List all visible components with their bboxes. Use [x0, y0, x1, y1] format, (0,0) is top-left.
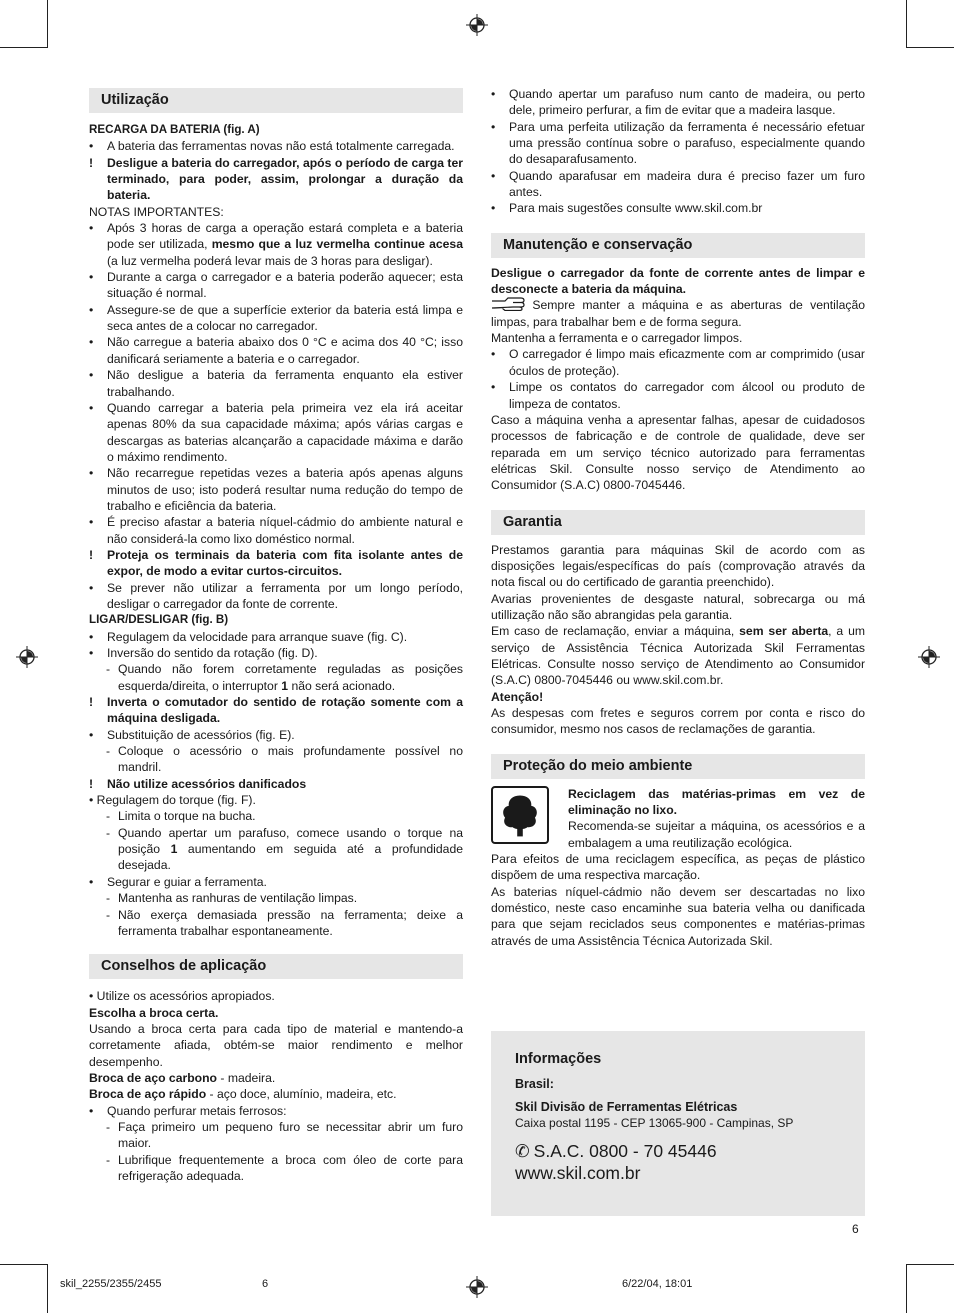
crop-mark [906, 1264, 907, 1313]
list-item: • O carregador é limpo mais eficazmente com ar comprimido (usar óculos de proteção). [491, 347, 865, 378]
list-item: • A bateria das ferramentas novas não está totalmente carregada. [89, 139, 455, 154]
paragraph: Recomenda-se sujeitar a máquina, os acessórios e a embalagem a uma reutilização ecológica. [568, 819, 865, 850]
tree-recycling-icon [491, 786, 549, 844]
page-number: 6 [852, 1222, 859, 1236]
list-item: • Substituição de acessórios (fig. E). [89, 727, 295, 742]
sub-list-item: - Quando apertar um parafuso, comece usando o torque na posição 1 aumentando em seguida até a profundidade desejada. [106, 825, 463, 873]
list-item: • Assegure-se de que a superfície exterior da bateria está limpa e seca antes de a colocar no carregador. [89, 302, 463, 334]
list-item: • Segurar e guiar a ferramenta. [89, 874, 267, 889]
warning-item: ! Inverta o comutador do sentido de rotação somente com a máquina desligada. [89, 695, 463, 726]
warning-item: ! Proteja os terminais da bateria com fita isolante antes de expor, de modo a evitar curtos-circuitos. [89, 547, 463, 579]
section-heading-manutencao: Manutenção e conservação [491, 233, 865, 258]
sac-number: S.A.C. 0800 - 70 45446 [533, 1141, 717, 1161]
paragraph: Atenção! [491, 689, 544, 704]
list-item: • Para mais sugestões consulte www.skil.com.br [491, 201, 763, 216]
paragraph: Prestamos garantia para máquinas Skil de acordo com as disposições legais/específicas do país (comprovação através da nota fiscal ou do certificado de garantia preenchido). [491, 542, 865, 590]
info-country: Brasil: [515, 1077, 554, 1091]
sub-list-item: - Não exerça demasiada pressão na ferramenta; deixe a ferramenta trabalhar espontaneamente. [106, 907, 463, 938]
list-item: • Quando perfurar metais ferrosos: [89, 1103, 287, 1118]
footer-file: skil_2255/2355/2455 [60, 1278, 162, 1290]
paragraph: Reciclagem das matérias-primas em vez de eliminação no lixo. [568, 786, 865, 818]
sub-list-item: - Coloque o acessório o mais profundamente possível no mandril. [106, 744, 463, 775]
notes-label: NOTAS IMPORTANTES: [89, 204, 224, 219]
paragraph: Broca de aço rápido - aço doce, alumínio, madeira, etc. [89, 1087, 397, 1102]
list-item: • Não carregue a bateria abaixo dos 0 °C e acima dos 40 °C; isso danificará seriamente a bateria e o carregador. [89, 335, 463, 366]
list-item: • Regulagem da velocidade para arranque suave (fig. C). [89, 629, 408, 644]
list-item: • É preciso afastar a bateria níquel-cádmio do ambiente natural e não considerá-la como lixo doméstico normal. [89, 515, 463, 546]
right-column [491, 86, 865, 949]
paragraph: Desligue o carregador da fonte de corrente antes de limpar e desconecte a bateria da máquina. [491, 265, 865, 297]
paragraph: Mantenha a ferramenta e o carregador limpos. [491, 331, 743, 346]
info-box [491, 1031, 865, 1216]
sub-list-item: - Limita o torque na bucha. [106, 809, 256, 824]
paragraph: Em caso de reclamação, enviar a máquina, sem ser aberta, a um serviço de Assistência Técnica Autorizada Skil Ferramentas Elétricas. Consulte nosso serviço de Atendimento ao Consumidor (S.A.C) 0800-7045446 ou www.skil.com.br. [491, 624, 866, 688]
pointing-hand-icon [491, 297, 525, 311]
paragraph: As baterias níquel-cádmio não devem ser descartadas no lixo doméstico, neste caso encaminhe sua bateria velha ou danificada para que sejam reciclados seus componentes e matérias-primas através de uma Assistência Técnica Autorizada Skil. [491, 884, 865, 948]
info-address: Caixa postal 1195 - CEP 13065-900 - Campinas, SP [515, 1116, 794, 1130]
crop-mark [47, 1264, 48, 1313]
registration-mark-icon [466, 1276, 488, 1298]
section-heading-conselhos: Conselhos de aplicação [89, 954, 463, 979]
paragraph: As despesas com fretes e seguros correm por conta e risco do consumidor, mesmo nos casos de reclamações de garantia. [491, 706, 865, 737]
crop-mark [906, 0, 907, 48]
crop-mark [906, 1264, 954, 1265]
list-item: • Não desligue a bateria da ferramenta enquanto ela estiver trabalhando. [89, 368, 463, 399]
info-title: Informações [515, 1051, 602, 1067]
section-heading-utilizacao: Utilização [89, 88, 463, 113]
phone-icon: ✆ [515, 1141, 530, 1161]
section-heading-garantia: Garantia [491, 510, 865, 535]
paragraph: Escolha a broca certa. [89, 1005, 219, 1020]
sub-list-item: - Mantenha as ranhuras de ventilação limpas. [106, 891, 358, 906]
info-company: Skil Divisão de Ferramentas Elétricas [515, 1100, 738, 1114]
subheading-recarga: RECARGA DA BATERIA (fig. A) [89, 123, 260, 136]
list-item: • Se prever não utilizar a ferramenta por um longo período, desligar o carregador da fonte de corrente. [89, 580, 463, 611]
list-item: • Quando apertar um parafuso num canto de madeira, ou perto dele, primeiro perfurar, a fim de evitar que a madeira lasque. [491, 87, 865, 118]
section-heading-ambiente: Proteção do meio ambiente [491, 754, 865, 779]
crop-mark [0, 1264, 48, 1265]
paragraph: Caso a máquina venha a apresentar falhas, apesar de cuidadosos processos de fabricação e de controle de qualidade, deve ser reparada em um serviço técnico autorizado para ferramentas elétricas Skil. Consulte nosso serviço de Atendimento ao Consumidor (S.A.C) 0800-7045446. [491, 412, 865, 493]
warning-item: ! Desligue a bateria do carregador, após o período de carga ter terminado, para poder, assim, prolongar a duração da bateria. [89, 155, 463, 203]
list-item: • Regulagem do torque (fig. F). [89, 793, 256, 808]
list-item: • Inversão do sentido da rotação (fig. D). [89, 646, 318, 660]
sub-list-item: - Faça primeiro um pequeno furo se necessitar abrir um furo maior. [106, 1119, 463, 1151]
paragraph: Para efeitos de uma reciclagem específica, as peças de plástico dispõem de uma respectiva marcação. [491, 852, 865, 883]
footer-datetime: 6/22/04, 18:01 [622, 1278, 693, 1290]
list-item: • Para uma perfeita utilização da ferramenta é necessário efetuar uma pressão contínua sobre o parafuso, especialmente quando do desaparafusamento. [491, 119, 865, 167]
list-item: • Durante a carga o carregador e a bateria poderão aquecer; esta situação é normal. [89, 270, 463, 301]
paragraph: Avarias provenientes de desgaste natural, sobrecarga ou má utillização não são abrangidas pela garantia. [491, 591, 865, 622]
left-column [89, 88, 463, 1184]
crop-mark [0, 47, 48, 48]
footer-page: 6 [262, 1278, 269, 1290]
paragraph: Usando a broca certa para cada tipo de material e mantendo-a corretamente afiada, obtém-se maior rendimento e melhor desempenho. [89, 1021, 463, 1069]
subheading-ligar: LIGAR/DESLIGAR (fig. B) [89, 613, 229, 627]
list-item: • Após 3 horas de carga a operação estará completa e a bateria pode ser utilizada, mesmo que a luz vermelha continue acesa (a luz vermelha poderá levar mais de 3 horas para desligar). [89, 221, 463, 268]
registration-mark-icon [918, 646, 940, 668]
registration-mark-icon [16, 646, 38, 668]
crop-mark [906, 47, 954, 48]
crop-mark [47, 0, 48, 48]
registration-mark-icon [466, 14, 488, 36]
sub-list-item: - Quando não forem corretamente reguladas as posições esquerda/direita, o interruptor 1 não será acionado. [106, 662, 463, 693]
sub-list-item: - Lubrifique frequentemente a broca com óleo de corte para refrigeração adequada. [106, 1152, 463, 1183]
sac-line [515, 1140, 855, 1162]
paragraph: Sempre manter a máquina e as aberturas de ventilação limpas, para trabalhar bem e de forma segura. [491, 298, 865, 329]
recycling-block [491, 786, 865, 851]
website-link[interactable]: www.skil.com.br [515, 1163, 641, 1183]
paragraph: Broca de aço carbono - madeira. [89, 1070, 276, 1085]
list-item: • Não recarregue repetidas vezes a bateria após apenas alguns minutos de uso; isto poderá resultar numa redução do tempo de trabalho e eficiência da bateria. [89, 466, 463, 513]
list-item: • Limpe os contatos do carregador com álcool ou produto de limpeza de contatos. [491, 380, 865, 411]
paragraph: • Utilize os acessórios apropiados. [89, 989, 275, 1004]
list-item: • Quando carregar a bateria pela primeira vez ela irá aceitar apenas 80% da sua capacidade máxima; após várias cargas e descargas as baterias alcançarão a capacidade máxima e darão o máximo rendimento. [89, 400, 463, 464]
warning-item: ! Não utilize acessórios danificados [89, 776, 307, 791]
list-item: • Quando aparafusar em madeira dura é preciso fazer um furo antes. [491, 168, 865, 200]
